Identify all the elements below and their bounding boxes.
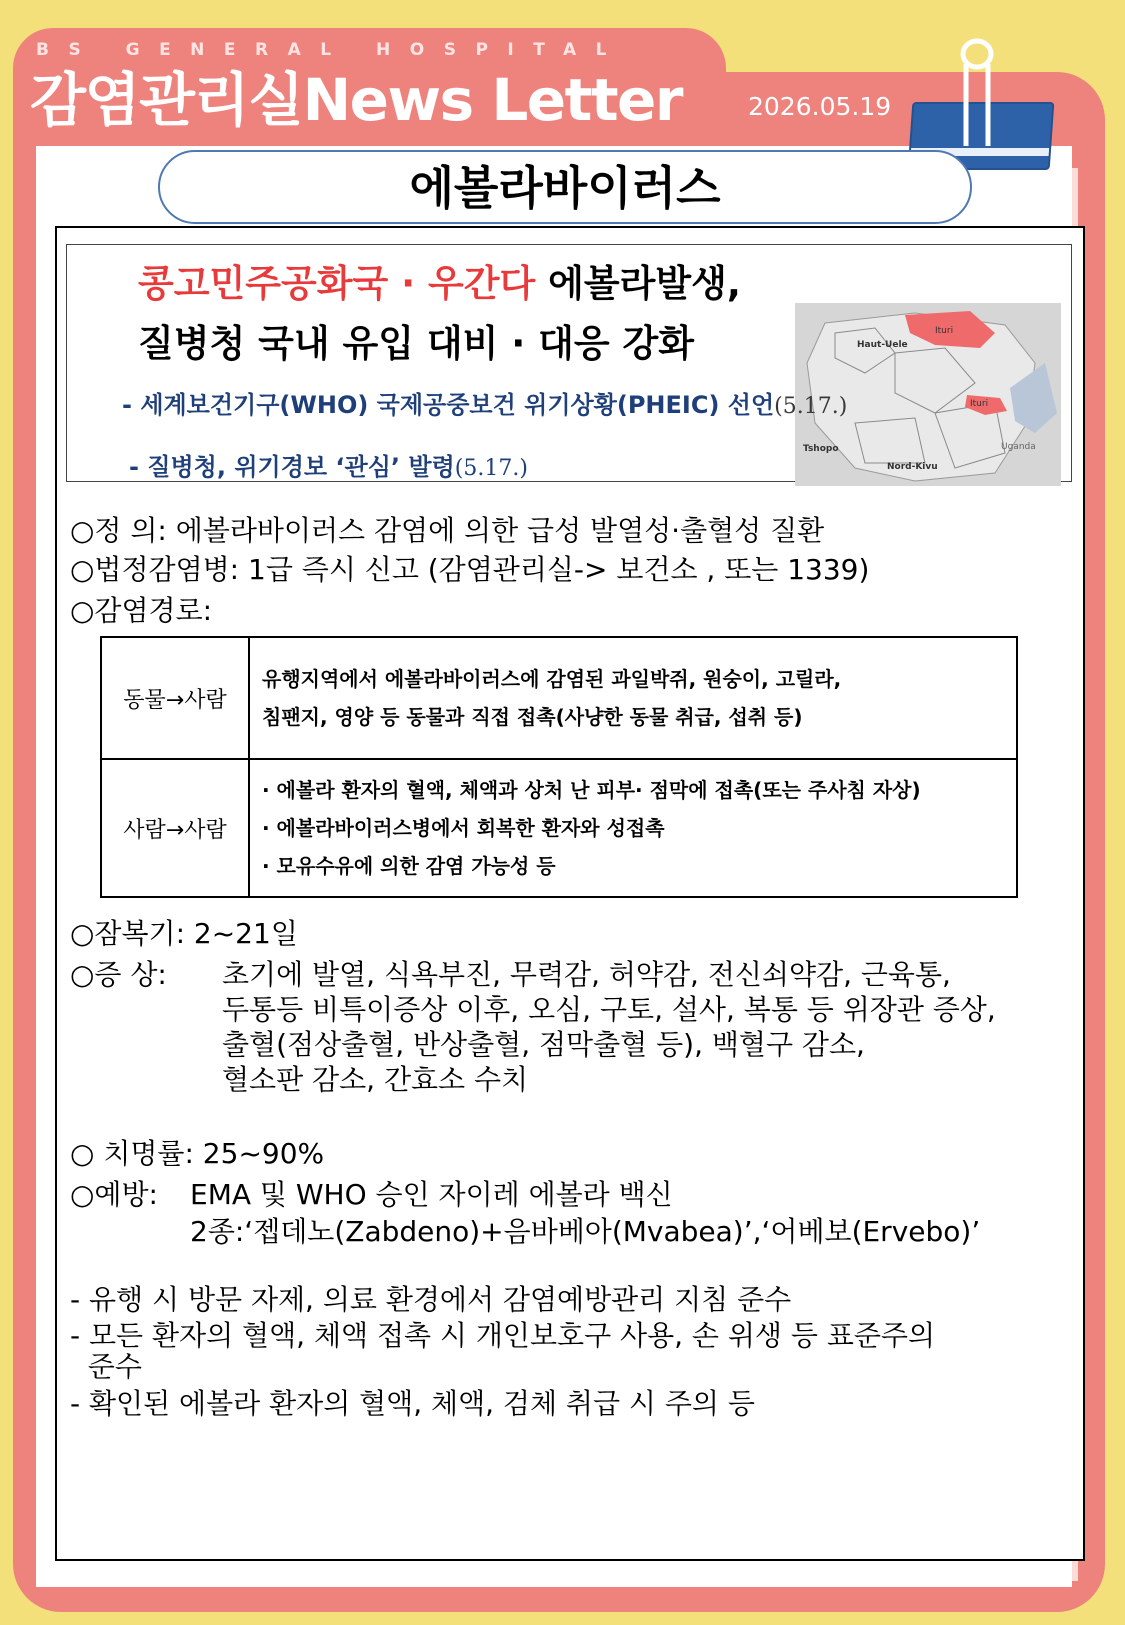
symptoms-line: 혈소판 감소, 간효소 수치 <box>222 1063 529 1096</box>
map-label-nord-kivu: Nord-Kivu <box>887 462 938 472</box>
symptoms-line: 출혈(점상출혈, 반상출혈, 점막출혈 등), 백혈구 감소, <box>222 1028 865 1061</box>
symptoms-line: 두통등 비특이증상 이후, 오심, 구토, 설사, 복통 등 위장관 증상, <box>222 993 996 1026</box>
route-value-human <box>249 759 1017 897</box>
headline-outbreak: 에볼라발생, <box>535 262 741 305</box>
issue-date: 2026.05.19 <box>748 92 892 121</box>
route-animal-line: 유행지역에서 에볼라바이러스에 감염된 과일박쥐, 원숭이, 고릴라, <box>262 667 842 691</box>
hospital-name: BS GENERAL HOSPITAL <box>36 40 626 60</box>
route-human-line: · 에볼라바이러스병에서 회복한 환자와 성접촉 <box>262 816 665 840</box>
route-label: ○감염경로: <box>70 594 213 627</box>
route-human-line: · 에볼라 환자의 혈액, 체액과 상처 난 피부· 점막에 접촉(또는 주사침 자상) <box>262 778 921 802</box>
headline-line-1 <box>138 253 741 307</box>
guideline-line: 준수 <box>70 1350 142 1383</box>
transmission-route-table <box>100 636 1018 898</box>
headline-bullet-who <box>122 385 847 420</box>
map-label-ituri-north: Ituri <box>935 326 954 336</box>
prevention-vaccine: EMA 및 WHO 승인 자이레 에볼라 백신 <box>190 1178 673 1211</box>
guideline-line: - 유행 시 방문 자제, 의료 환경에서 감염예방관리 지침 준수 <box>70 1283 792 1316</box>
table-row <box>101 637 1017 759</box>
fatality-line: ○ 치명률: 25~90% <box>70 1137 325 1170</box>
map-label-ituri-south: Ituri <box>970 399 989 409</box>
route-animal-line: 침팬지, 영양 등 동물과 직접 접촉(사냥한 동물 취급, 섭취 등) <box>262 705 803 729</box>
headline-countries: 콩고민주공화국 · 우간다 <box>138 262 536 305</box>
map-label-uganda: Uganda <box>1001 442 1036 452</box>
subject-title: 에볼라바이러스 <box>158 150 972 224</box>
headline-line-2: 질병청 국내 유입 대비 · 대응 강화 <box>138 322 694 365</box>
kdca-alert-date: (5.17.) <box>454 456 528 481</box>
symptoms-label: ○증 상: <box>70 958 167 991</box>
incubation-line: ○잠복기: 2~21일 <box>70 917 298 950</box>
guideline-line: - 모든 환자의 혈액, 체액 접촉 시 개인보호구 사용, 손 위생 등 표준주의 <box>70 1319 936 1352</box>
guideline-line: - 확인된 에볼라 환자의 혈액, 체액, 검체 취급 시 주의 등 <box>70 1387 755 1420</box>
route-key-human: 사람→사람 <box>101 759 249 897</box>
definition-line: ○정 의: 에볼라바이러스 감염에 의한 급성 발열성·출혈성 질환 <box>70 514 825 547</box>
map-label-haut-uele: Haut-Uele <box>857 340 908 350</box>
map-label-tshopo: Tshopo <box>803 444 839 454</box>
symptoms-line: 초기에 발열, 식욕부진, 무력감, 허약감, 전신쇠약감, 근육통, <box>222 958 951 991</box>
headline-bullet-kdca <box>129 447 528 482</box>
who-declaration-date: (5.17.) <box>774 394 848 419</box>
route-key-animal: 동물→사람 <box>101 637 249 759</box>
kdca-alert: - 질병청, 위기경보 ‘관심’ 발령 <box>129 453 455 481</box>
newsletter-title: 감염관리실News Letter <box>30 66 683 134</box>
route-value-animal <box>249 637 1017 759</box>
binder-clip-wire-icon <box>960 38 994 148</box>
prevention-vaccine-names: 2종:‘젭데노(Zabdeno)+음바베아(Mvabea)’,‘어베보(Ervebo)’ <box>190 1215 981 1248</box>
route-human-line: · 모유수유에 의한 감염 가능성 등 <box>262 854 556 878</box>
who-declaration: - 세계보건기구(WHO) 국제공중보건 위기상황(PHEIC) 선언 <box>122 391 775 419</box>
table-row <box>101 759 1017 897</box>
legal-disease-line: ○법정감염병: 1급 즉시 신고 (감염관리실-> 보건소 , 또는 1339) <box>70 553 870 586</box>
prevention-label: ○예방: <box>70 1178 158 1211</box>
